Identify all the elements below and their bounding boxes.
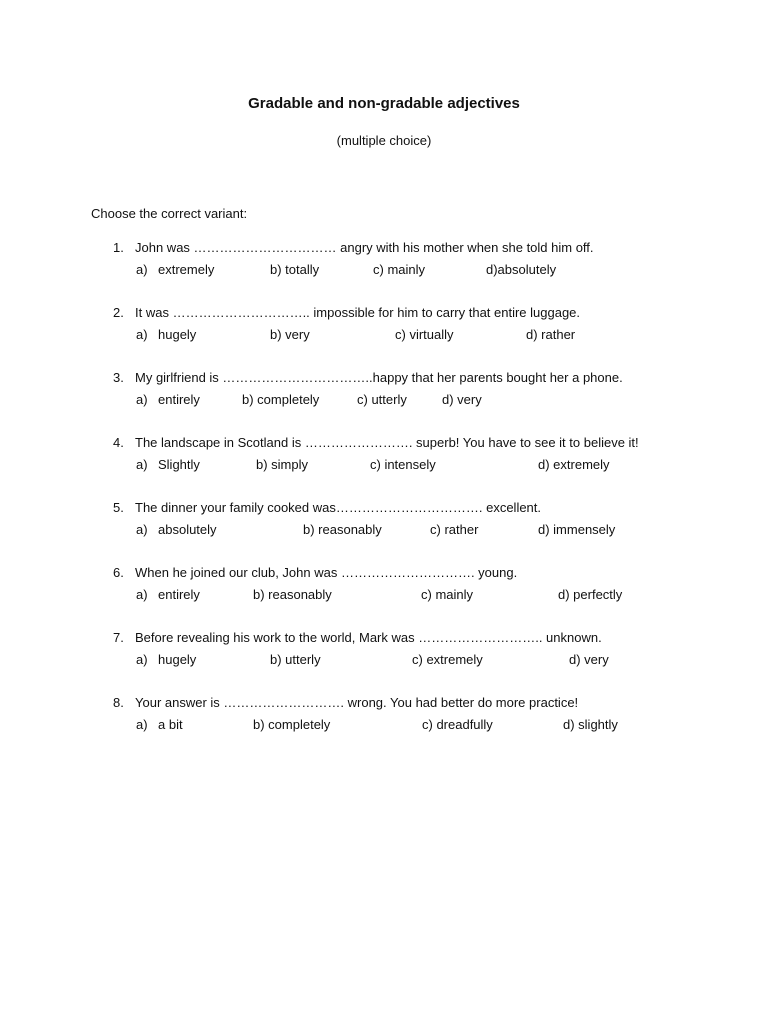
option-c: c) extremely xyxy=(412,652,483,667)
option-a: absolutely xyxy=(158,522,217,537)
option-c: c) rather xyxy=(430,522,479,537)
instruction-text: Choose the correct variant: xyxy=(91,206,248,221)
option-b: b) completely xyxy=(242,392,320,407)
question-text: It was ………………………….. impossible for him to carry that entire luggage. xyxy=(135,305,581,320)
option-a: extremely xyxy=(158,262,215,277)
option-d: d) very xyxy=(569,652,609,667)
question-text: The dinner your family cooked was……………………………. excellent. xyxy=(135,500,542,515)
option-letter-a: a) xyxy=(136,457,148,472)
option-d: d) rather xyxy=(526,327,576,342)
question-item xyxy=(0,500,768,544)
question-number: 4. xyxy=(113,435,124,450)
question-item xyxy=(0,435,768,479)
question-item xyxy=(0,695,768,739)
option-b: b) reasonably xyxy=(253,587,332,602)
page-title: Gradable and non-gradable adjectives xyxy=(248,95,520,112)
question-item xyxy=(0,240,768,284)
option-letter-a: a) xyxy=(136,327,148,342)
option-b: b) very xyxy=(270,327,310,342)
question-number: 5. xyxy=(113,500,124,515)
option-letter-a: a) xyxy=(136,392,148,407)
option-a: entirely xyxy=(158,587,200,602)
option-b: b) totally xyxy=(270,262,320,277)
question-item xyxy=(0,565,768,609)
option-a: hugely xyxy=(158,327,197,342)
option-d: d)absolutely xyxy=(486,262,557,277)
option-b: b) simply xyxy=(256,457,309,472)
option-d: d) perfectly xyxy=(558,587,623,602)
question-text: John was …………………………… angry with his mother when she told him off. xyxy=(135,240,594,255)
question-number: 2. xyxy=(113,305,124,320)
option-d: d) immensely xyxy=(538,522,616,537)
option-a: a bit xyxy=(158,717,183,732)
option-b: b) reasonably xyxy=(303,522,382,537)
question-text: When he joined our club, John was …………………………. young. xyxy=(135,565,518,580)
option-b: b) completely xyxy=(253,717,331,732)
option-d: d) slightly xyxy=(563,717,618,732)
option-b: b) utterly xyxy=(270,652,321,667)
option-c: c) intensely xyxy=(370,457,436,472)
option-c: c) mainly xyxy=(373,262,426,277)
question-number: 1. xyxy=(113,240,124,255)
question-number: 7. xyxy=(113,630,124,645)
question-text: Your answer is ………………………. wrong. You had better do more practice! xyxy=(135,695,579,710)
option-c: c) virtually xyxy=(395,327,454,342)
option-letter-a: a) xyxy=(136,522,148,537)
option-d: d) extremely xyxy=(538,457,610,472)
question-item xyxy=(0,370,768,414)
question-text: Before revealing his work to the world, Mark was ……………………….. unknown. xyxy=(135,630,602,645)
question-item xyxy=(0,305,768,349)
question-text: The landscape in Scotland is ……………………. superb! You have to see it to believe it! xyxy=(135,435,639,450)
question-number: 3. xyxy=(113,370,124,385)
option-letter-a: a) xyxy=(136,587,148,602)
option-a: entirely xyxy=(158,392,200,407)
option-letter-a: a) xyxy=(136,262,148,277)
option-a: Slightly xyxy=(158,457,200,472)
option-a: hugely xyxy=(158,652,197,667)
question-number: 6. xyxy=(113,565,124,580)
option-c: c) mainly xyxy=(421,587,474,602)
option-c: c) utterly xyxy=(357,392,407,407)
option-letter-a: a) xyxy=(136,652,148,667)
option-d: d) very xyxy=(442,392,482,407)
question-text: My girlfriend is ……………………………..happy that her parents bought her a phone. xyxy=(135,370,623,385)
page-subtitle: (multiple choice) xyxy=(336,133,432,148)
question-number: 8. xyxy=(113,695,124,710)
option-letter-a: a) xyxy=(136,717,148,732)
question-item xyxy=(0,630,768,674)
option-c: c) dreadfully xyxy=(422,717,493,732)
